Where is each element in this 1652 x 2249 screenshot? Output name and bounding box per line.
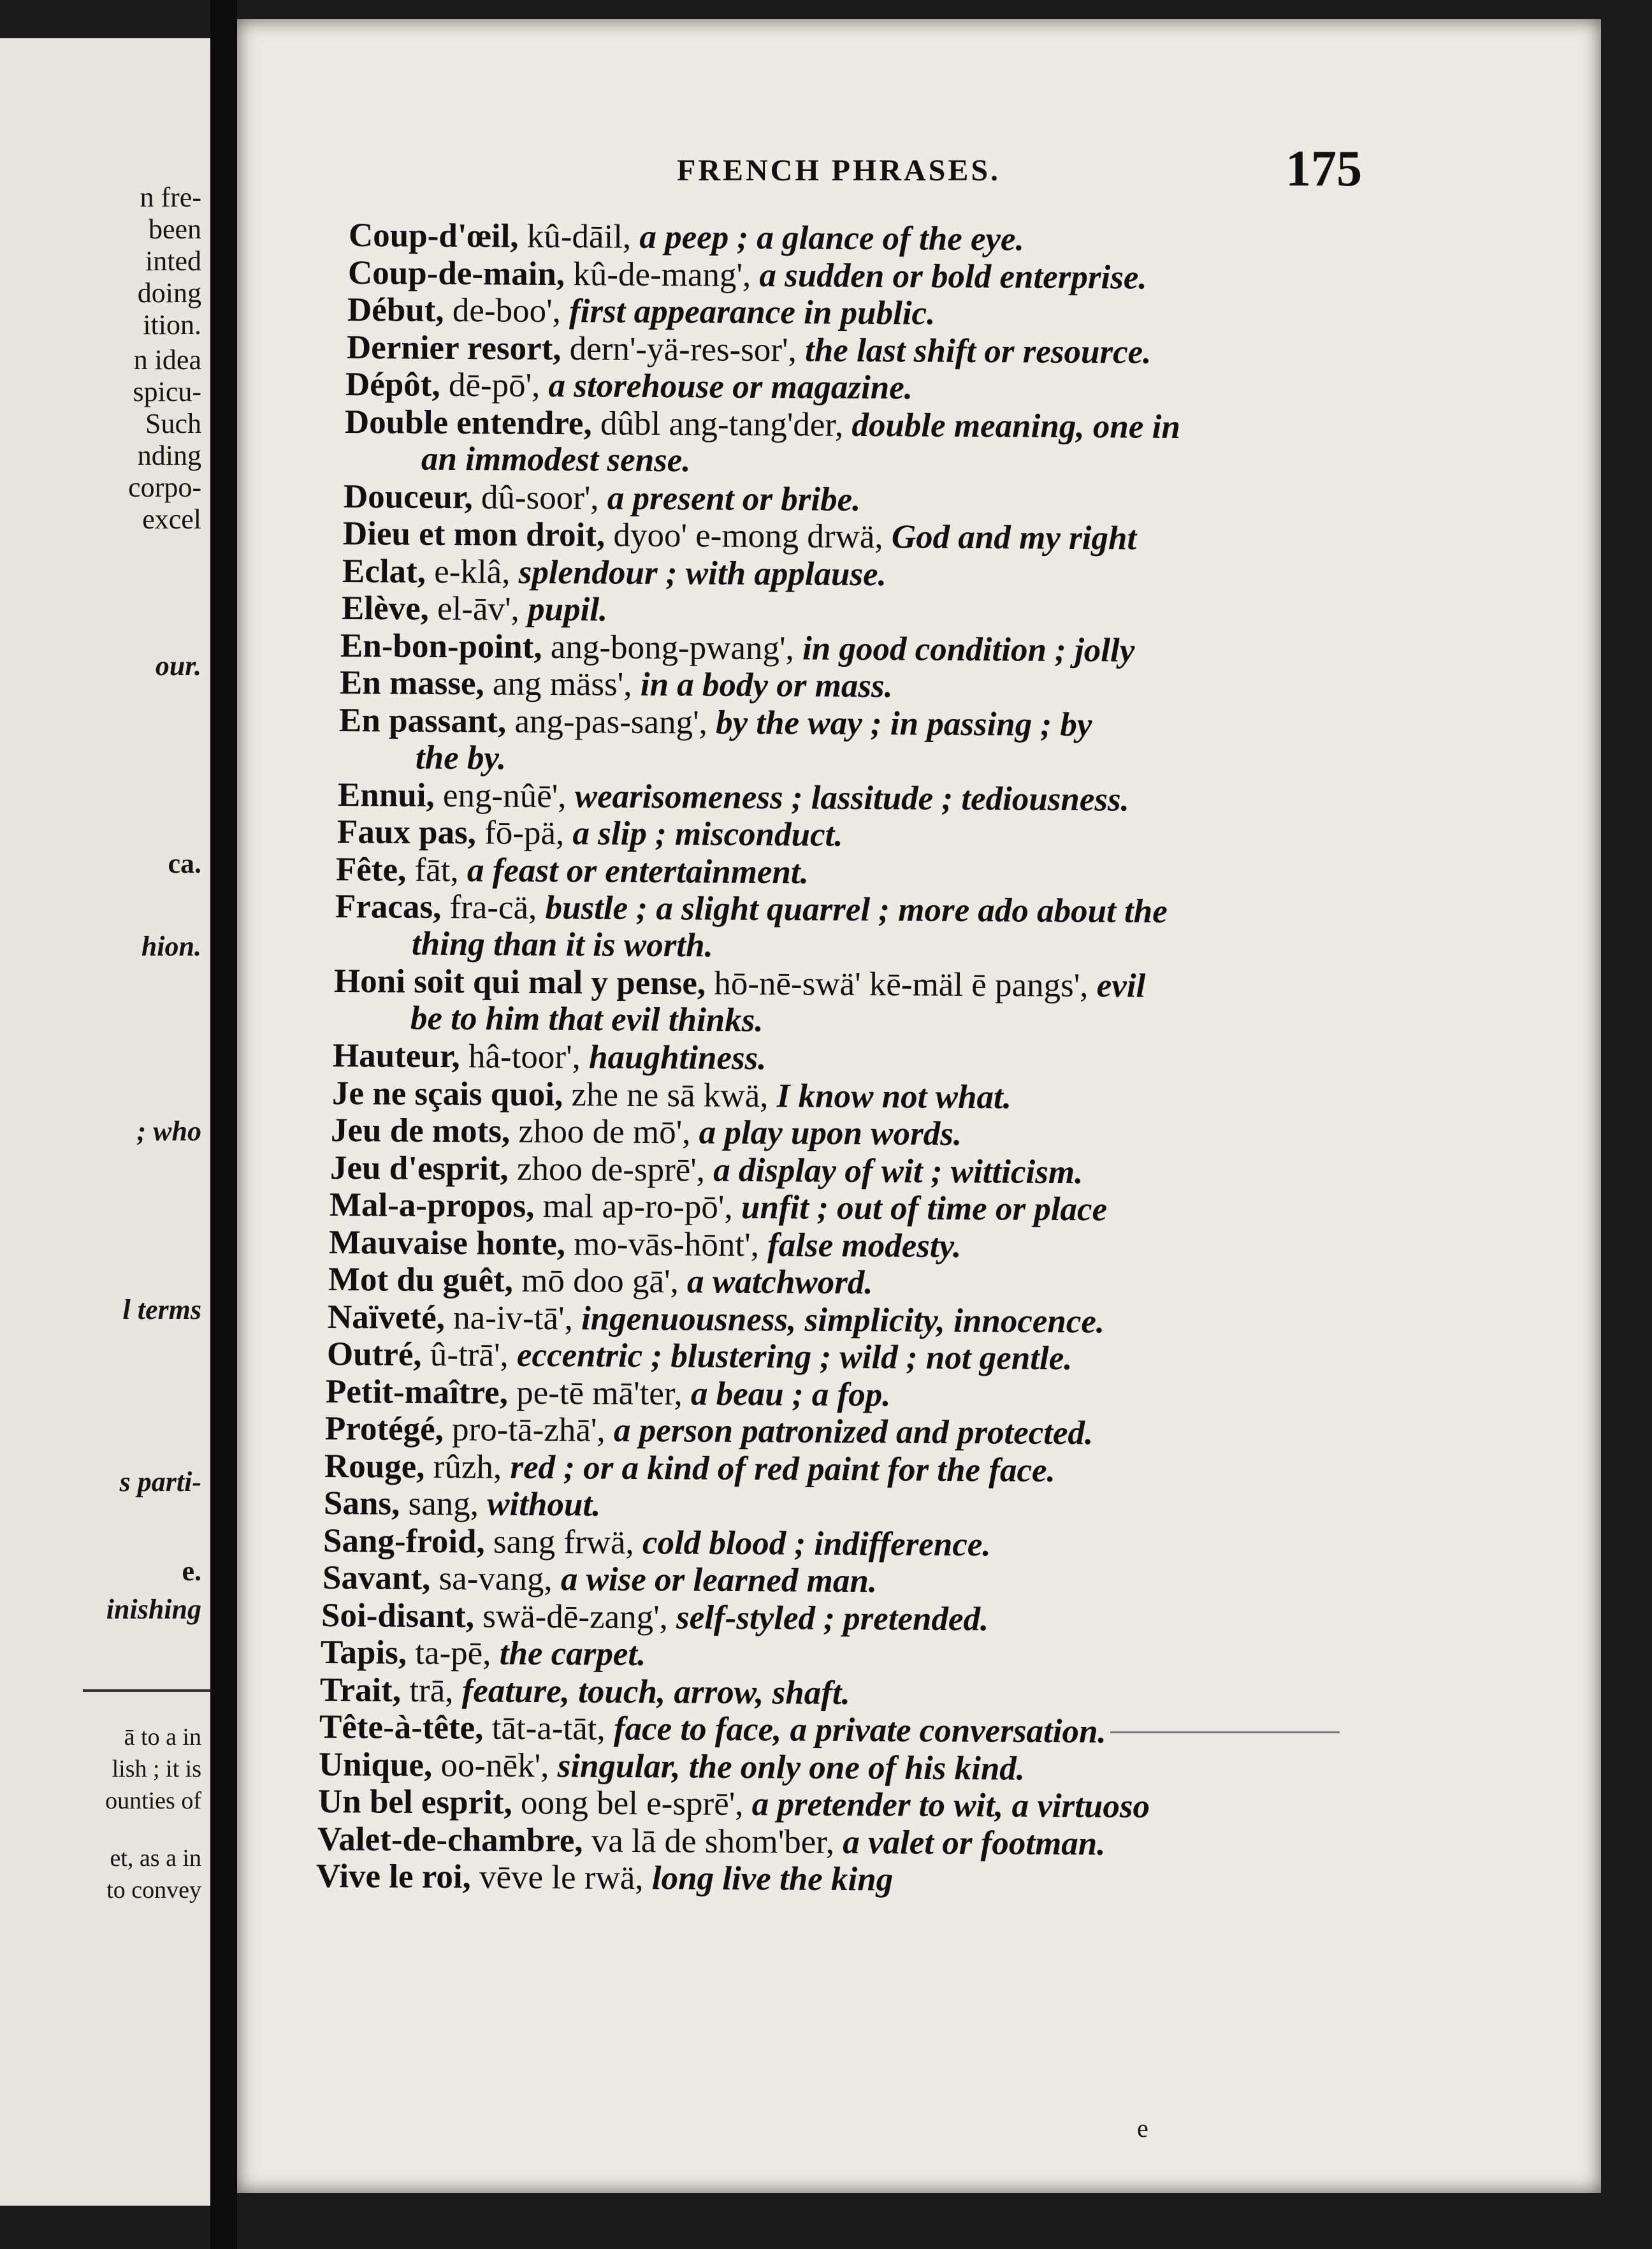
phrase-pronunciation: swä-dē-zang',	[474, 1597, 677, 1636]
facing-page-line: our.	[155, 650, 201, 681]
phrase-entry	[340, 664, 893, 704]
phrase-pronunciation: mal ap-ro-pō',	[534, 1187, 742, 1226]
phrase-pronunciation: mō doo gā',	[512, 1262, 688, 1300]
phrase-term: Valet-de-chambre,	[317, 1820, 583, 1860]
facing-page-line: spicu-	[133, 376, 201, 407]
book-page	[237, 19, 1601, 2193]
phrase-term: Ennui,	[337, 776, 435, 814]
phrase-term: Tapis,	[321, 1634, 407, 1671]
facing-page-line: hion.	[141, 931, 201, 962]
phrase-entry	[327, 1299, 1104, 1340]
phrase-pronunciation: oong bel e-sprē',	[512, 1784, 752, 1823]
divider-rule	[1110, 1731, 1340, 1733]
phrase-entry	[341, 590, 607, 629]
facing-page-line: been	[148, 214, 201, 245]
phrase-entry	[339, 702, 1092, 743]
phrase-definition: a present or bribe.	[607, 479, 861, 518]
phrase-definition: pupil.	[527, 590, 607, 629]
phrase-entry	[318, 1783, 1150, 1825]
phrase-definition: a pretender to wit, a virtuoso	[751, 1786, 1150, 1825]
phrase-definition: the carpet.	[499, 1634, 646, 1673]
phrase-term: Soi-disant,	[321, 1596, 475, 1634]
phrase-pronunciation: zhoo de mō',	[510, 1112, 700, 1151]
phrase-pronunciation: ang-pas-sang',	[506, 702, 716, 741]
phrase-term: Naïveté,	[327, 1298, 445, 1336]
phrase-definition: double meaning, one in	[851, 406, 1181, 446]
phrase-term: Rouge,	[324, 1447, 425, 1485]
facing-page-line: nding	[137, 440, 201, 471]
phrase-term: Mauvaise honte,	[328, 1223, 566, 1262]
phrase-entry	[317, 1821, 1105, 1863]
phrase-pronunciation: rûzh,	[424, 1448, 511, 1486]
phrase-term: Hauteur,	[332, 1037, 460, 1075]
phrase-entry	[319, 1708, 1106, 1750]
phrase-pronunciation: el-āv',	[428, 590, 528, 628]
phrase-term: Un bel esprit,	[317, 1783, 512, 1821]
phrase-definition: unfit ; out of time or place	[741, 1188, 1108, 1228]
phrase-term: Tête-à-tête,	[319, 1708, 484, 1747]
phrase-entry	[336, 851, 809, 891]
facing-page-line: inishing	[106, 1594, 201, 1625]
phrase-pronunciation: pe-tē mā'ter,	[508, 1374, 692, 1412]
phrase-entry	[321, 1634, 646, 1673]
phrase-entry	[346, 329, 1151, 371]
phrase-definition: cold blood ; indifference.	[642, 1524, 991, 1563]
phrase-entry	[319, 1746, 1025, 1787]
phrase-pronunciation: fra-cä,	[441, 889, 546, 927]
phrase-pronunciation: ang-bong-pwang',	[542, 628, 803, 667]
facing-page-line: lish ; it is	[112, 1756, 201, 1782]
phrase-definition: a storehouse or magazine.	[548, 367, 913, 407]
phrase-definition: ingenuousness, simplicity, innocence.	[581, 1299, 1105, 1340]
phrase-pronunciation: ta-pē,	[407, 1634, 500, 1672]
facing-page-line: to convey	[106, 1877, 201, 1903]
phrase-term: Dernier resort,	[346, 328, 562, 367]
phrase-term: Outré,	[326, 1336, 422, 1373]
phrase-term: Fête,	[336, 850, 407, 889]
phrase-entry	[340, 627, 1135, 669]
facing-page-fragment	[0, 38, 210, 2206]
phrase-definition: first appearance in public.	[569, 293, 936, 332]
phrase-entry	[326, 1373, 891, 1413]
phrase-list	[237, 19, 1601, 2193]
phrase-entry	[316, 1858, 894, 1898]
facing-page-line: Such	[145, 408, 201, 439]
phrase-pronunciation: oo-nēk',	[431, 1746, 558, 1784]
phrase-definition: I know not what.	[776, 1077, 1011, 1116]
phrase-pronunciation: dûbl ang-tang'der,	[591, 404, 852, 444]
phrase-entry	[329, 1224, 962, 1265]
phrase-entry	[321, 1597, 989, 1638]
phrase-definition: eccentric ; blustering ; wild ; not gentle.	[516, 1336, 1073, 1378]
phrase-entry	[342, 553, 886, 593]
phrase-definition: a watchword.	[686, 1263, 873, 1302]
phrase-definition: a slip ; misconduct.	[572, 815, 843, 854]
phrase-pronunciation: sang,	[400, 1485, 488, 1523]
phrase-entry	[331, 1112, 962, 1153]
phrase-entry	[330, 1149, 1083, 1191]
phrase-definition: without.	[486, 1485, 601, 1524]
phrase-entry	[344, 478, 861, 518]
facing-page-line: s parti-	[119, 1466, 201, 1497]
phrase-pronunciation: û-trā',	[421, 1336, 517, 1374]
book-gutter	[210, 0, 237, 2249]
phrase-pronunciation: eng-nûē',	[434, 776, 575, 815]
phrase-definition: a peep ; a glance of the eye.	[639, 218, 1025, 258]
phrase-definition: a person patronized and protected.	[613, 1411, 1094, 1452]
phrase-entry	[348, 254, 1147, 296]
phrase-entry	[338, 776, 1129, 819]
phrase-entry	[324, 1485, 601, 1524]
phrase-definition: self-styled ; pretended.	[676, 1598, 989, 1638]
phrase-entry	[335, 888, 1168, 930]
phrase-entry	[343, 515, 1137, 557]
phrase-definition: a valet or footman.	[842, 1823, 1106, 1863]
phrase-pronunciation: fāt,	[406, 851, 468, 889]
phrase-definition: a wise or learned man.	[560, 1561, 877, 1600]
phrase-term: Douceur,	[343, 477, 473, 516]
facing-page-line: n fre-	[140, 182, 201, 213]
page-number: 175	[1286, 141, 1362, 197]
facing-page-line: ca.	[168, 848, 201, 879]
phrase-pronunciation: zhoo de-sprē',	[508, 1150, 714, 1189]
phrase-entry	[331, 1075, 1011, 1116]
phrase-pronunciation: fō-pä,	[475, 814, 573, 852]
phrase-entry	[328, 1261, 873, 1301]
phrase-definition: a sudden or bold enterprise.	[759, 256, 1147, 296]
phrase-term: Dépôt,	[345, 366, 441, 404]
phrase-term: Eclat,	[342, 552, 426, 590]
running-header: FRENCH PHRASES.	[677, 154, 1001, 187]
facing-page-line: e.	[182, 1555, 201, 1587]
phrase-term: Mot du guêt,	[328, 1261, 513, 1299]
phrase-term: Jeu de mots,	[331, 1112, 511, 1150]
facing-page-rule	[83, 1689, 210, 1692]
phrase-pronunciation: vēve le rwä,	[471, 1858, 653, 1897]
phrase-pronunciation: na-iv-tā',	[444, 1299, 581, 1337]
phrase-pronunciation: dû-soor',	[472, 478, 608, 517]
phrase-entry	[334, 963, 1146, 1005]
phrase-definition: by the way ; in passing ; by	[715, 704, 1092, 743]
phrase-pronunciation: dern'-yä-res-sor',	[560, 330, 805, 368]
phrase-pronunciation: ang mäss',	[484, 665, 641, 703]
phrase-entry	[333, 1037, 767, 1077]
phrase-definition: in good condition ; jolly	[802, 629, 1135, 669]
facing-page-line: corpo-	[128, 472, 201, 503]
phrase-pronunciation: de-boo',	[444, 291, 569, 330]
phrase-pronunciation: dē-pō',	[440, 366, 549, 404]
phrase-term: Trait,	[319, 1671, 402, 1709]
phrase-definition: long live the king	[652, 1860, 894, 1898]
phrase-pronunciation: trā,	[401, 1671, 463, 1709]
phrase-definition: feature, touch, arrow, shaft.	[461, 1671, 851, 1712]
phrase-entry	[345, 366, 913, 406]
phrase-term: En masse,	[340, 664, 485, 702]
phrase-definition-continued: an immodest sense.	[421, 440, 691, 479]
phrase-pronunciation: kû-dāil,	[518, 217, 640, 256]
phrase-term: Coup-de-main,	[347, 254, 565, 293]
phrase-entry	[324, 1448, 1055, 1489]
phrase-definition: in a body or mass.	[640, 666, 894, 705]
phrase-entry	[349, 217, 1024, 258]
phrase-entry	[330, 1186, 1107, 1228]
phrase-pronunciation: sang frwä,	[484, 1523, 642, 1561]
phrase-term: Double entendre,	[345, 403, 593, 442]
phrase-entry	[326, 1336, 1072, 1377]
phrase-pronunciation: hō-nē-swä' kē-mäl ē pangs',	[705, 964, 1097, 1005]
phrase-definition: splendour ; with applause.	[518, 553, 887, 593]
phrase-entry	[320, 1671, 850, 1712]
phrase-pronunciation: pro-tā-zhā',	[443, 1411, 614, 1449]
phrase-term: Vive le roi,	[316, 1858, 472, 1896]
phrase-pronunciation: hâ-toor',	[460, 1038, 589, 1076]
phrase-term: Mal-a-propos,	[329, 1186, 535, 1225]
facing-page-line: ; who	[136, 1116, 201, 1147]
phrase-pronunciation: va lā de shom'ber,	[582, 1822, 843, 1861]
phrase-pronunciation: e-klâ,	[425, 553, 519, 591]
phrase-definition-continued: thing than it is worth.	[412, 925, 714, 964]
phrase-definition: God and my right	[891, 518, 1137, 557]
facing-page-line: ition.	[143, 309, 201, 340]
phrase-entry	[322, 1559, 876, 1599]
phrase-definition-continued: be to him that evil thinks.	[410, 999, 764, 1039]
phrase-term: Jeu d'esprit,	[330, 1149, 509, 1188]
phrase-entry	[325, 1410, 1094, 1452]
phrase-term: Coup-d'œil,	[348, 217, 519, 255]
phrase-term: Unique,	[318, 1745, 433, 1784]
phrase-definition: evil	[1096, 967, 1146, 1005]
phrase-pronunciation: tāt-a-tāt,	[483, 1709, 614, 1747]
phrase-definition: red ; or a kind of red paint for the face.	[510, 1448, 1055, 1489]
phrase-term: Sans,	[323, 1485, 400, 1522]
phrase-pronunciation: sa-vang,	[430, 1560, 561, 1598]
phrase-entry	[323, 1522, 991, 1563]
phrase-definition: a feast or entertainment.	[467, 851, 809, 891]
phrase-definition: a play upon words.	[699, 1114, 962, 1153]
phrase-entry	[347, 291, 936, 332]
phrase-pronunciation: mo-vās-hōnt',	[565, 1225, 768, 1263]
phrase-entry	[345, 404, 1180, 446]
phrase-term: Protégé,	[325, 1410, 444, 1448]
phrase-term: Je ne sçais quoi,	[331, 1074, 563, 1113]
phrase-term: Fracas,	[335, 888, 442, 926]
facing-page-line: doing	[137, 277, 201, 309]
phrase-pronunciation: dyoo' e-mong drwä,	[604, 516, 892, 556]
facing-page-line: inted	[145, 245, 201, 277]
phrase-definition: a display of wit ; witticism.	[713, 1151, 1083, 1191]
phrase-term: Elève,	[341, 590, 429, 627]
phrase-definition: false modesty.	[767, 1226, 962, 1265]
phrase-term: En-bon-point,	[340, 627, 543, 666]
phrase-definition: haughtiness.	[588, 1038, 767, 1077]
phrase-term: Début,	[347, 291, 444, 329]
facing-page-line: ounties of	[105, 1787, 201, 1814]
phrase-term: Savant,	[322, 1559, 431, 1598]
phrase-term: Petit-maître,	[326, 1372, 509, 1411]
phrase-term: Honi soit qui mal y pense,	[333, 963, 706, 1002]
phrase-definition: face to face, a private conversation.	[613, 1710, 1106, 1750]
facing-page-line: et, as a in	[110, 1845, 201, 1872]
phrase-definition-continued: the by.	[415, 739, 507, 777]
phrase-term: Dieu et mon droit,	[342, 515, 605, 554]
facing-page-line: ā to a in	[124, 1724, 201, 1750]
phrase-pronunciation: kû-de-mang',	[564, 255, 760, 294]
phrase-term: Faux pas,	[337, 813, 476, 852]
phrase-definition: bustle ; a slight quarrel ; more ado about the	[545, 889, 1168, 930]
phrase-definition: singular, the only one of his kind.	[557, 1747, 1025, 1787]
facing-page-line: n idea	[133, 344, 201, 375]
phrase-definition: a beau ; a fop.	[691, 1375, 892, 1413]
phrase-pronunciation: zhe ne sā kwä,	[562, 1075, 777, 1114]
phrase-definition: the last shift or resource.	[804, 331, 1152, 371]
phrase-term: En passant,	[338, 701, 507, 740]
facing-page-line: l terms	[122, 1294, 201, 1325]
phrase-term: Sang-froid,	[322, 1522, 485, 1561]
footer-mark: e	[1137, 2114, 1148, 2143]
facing-page-line: excel	[142, 504, 201, 535]
phrase-entry	[337, 813, 843, 854]
phrase-definition: wearisomeness ; lassitude ; tediousness.	[574, 777, 1129, 819]
